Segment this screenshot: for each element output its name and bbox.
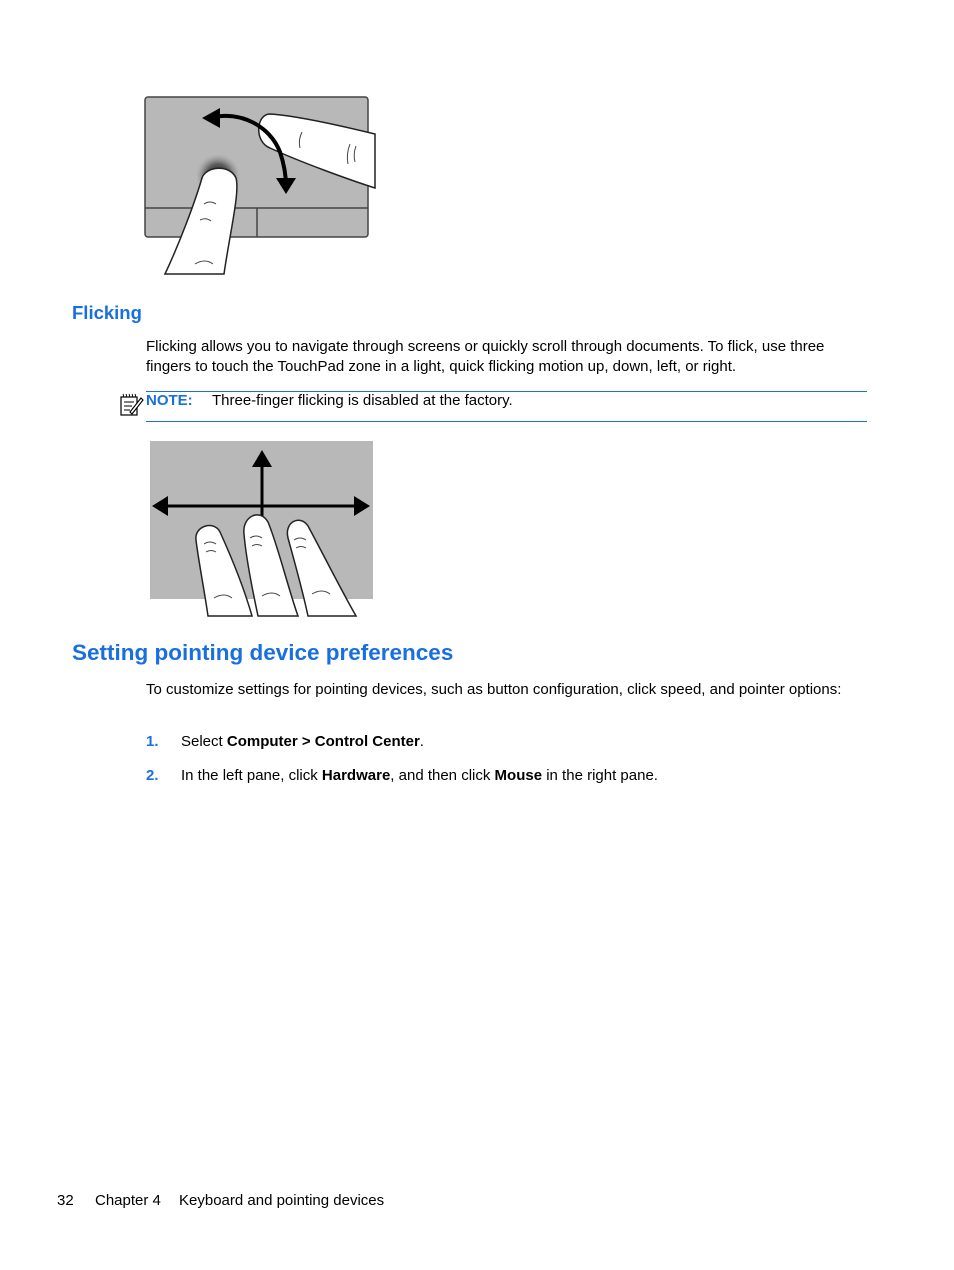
step-number: 2. bbox=[146, 767, 159, 784]
note-label: NOTE: bbox=[146, 392, 193, 409]
page-footer bbox=[57, 1192, 384, 1209]
rotate-gesture-illustration bbox=[140, 92, 380, 282]
note-text: Three-finger flicking is disabled at the factory. bbox=[212, 392, 513, 409]
preferences-paragraph: To customize settings for pointing devices, such as button configuration, click speed, and pointer options: bbox=[146, 681, 842, 698]
page-number: 32 bbox=[57, 1192, 74, 1209]
section-heading-preferences: Setting pointing device preferences bbox=[72, 640, 454, 665]
flick-gesture-illustration bbox=[148, 438, 378, 618]
footer-chapter-title: Keyboard and pointing devices bbox=[179, 1192, 385, 1209]
flicking-paragraph: Flicking allows you to navigate through screens or quickly scroll through documents. To flick, use three fingers to touch the TouchPad zone in a light, quick flicking motion up, down, left, or right. bbox=[146, 338, 825, 375]
note-bottom-rule bbox=[146, 421, 867, 422]
note-pencil-icon bbox=[118, 392, 144, 418]
step-number: 1. bbox=[146, 733, 159, 750]
step-text: In the left pane, click Hardware, and then click Mouse in the right pane. bbox=[181, 767, 658, 784]
footer-chapter: Chapter 4 bbox=[95, 1192, 161, 1209]
step-text: Select Computer > Control Center. bbox=[181, 733, 424, 750]
section-heading-flicking: Flicking bbox=[72, 302, 142, 323]
